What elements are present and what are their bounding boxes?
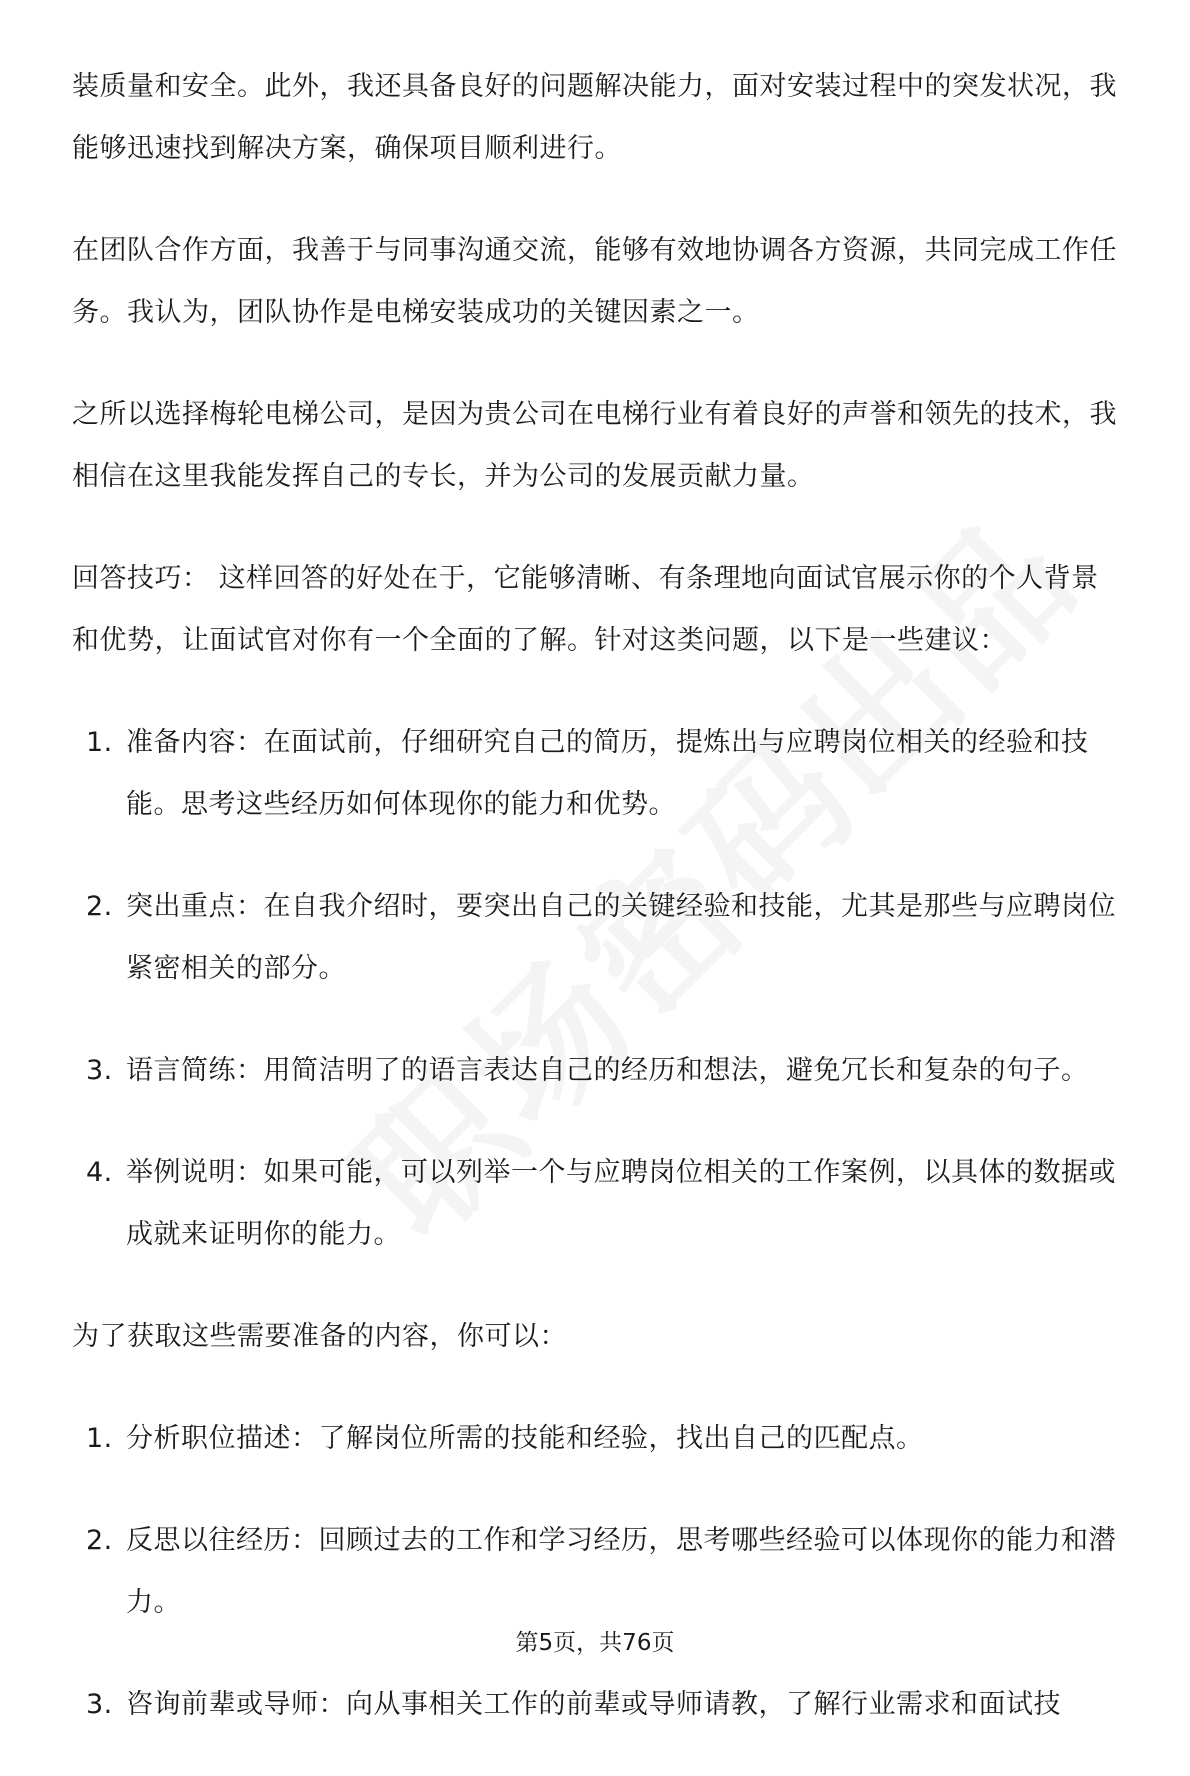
list-number: 2. (86, 1525, 113, 1556)
list-item (72, 1040, 1122, 1102)
page-content (72, 56, 1122, 1776)
list-number: 1. (86, 727, 113, 758)
paragraph-installation-quality: 装质量和安全。此外，我还具备良好的问题解决能力，面对安装过程中的突发状况，我能够迅速找到解决方案，确保项目顺利进行。 (72, 71, 1117, 164)
list-item-text: 准备内容：在面试前，仔细研究自己的简历，提炼出与应聘岗位相关的经验和技能。思考这些经历如何体现你的能力和优势。 (126, 727, 1089, 820)
paragraph-prep-intro: 为了获取这些需要准备的内容，你可以： (72, 1321, 567, 1352)
list-number: 3. (86, 1055, 113, 1086)
paragraph-answer-tips: 回答技巧： 这样回答的好处在于，它能够清晰、有条理地向面试官展示你的个人背景和优势，让面试官对你有一个全面的了解。针对这类问题，以下是一些建议： (72, 563, 1099, 656)
list-item-text: 咨询前辈或导师：向从事相关工作的前辈或导师请教，了解行业需求和面试技 (126, 1689, 1061, 1720)
paragraph-teamwork: 在团队合作方面，我善于与同事沟通交流，能够有效地协调各方资源，共同完成工作任务。我认为，团队协作是电梯安装成功的关键因素之一。 (72, 235, 1117, 328)
page-footer: 第5页，共76页 (515, 1630, 675, 1656)
list-item-text: 突出重点：在自我介绍时，要突出自己的关键经验和技能，尤其是那些与应聘岗位紧密相关的部分。 (126, 891, 1116, 984)
list-item-text: 语言简练：用简洁明了的语言表达自己的经历和想法，避免冗长和复杂的句子。 (126, 1055, 1089, 1086)
list-item-text: 反思以往经历：回顾过去的工作和学习经历，思考哪些经验可以体现你的能力和潜力。 (126, 1525, 1116, 1618)
list-item (72, 1510, 1122, 1634)
list-number: 1. (86, 1423, 113, 1454)
list-item-text: 举例说明：如果可能，可以列举一个与应聘岗位相关的工作案例，以具体的数据或成就来证明你的能力。 (126, 1157, 1116, 1250)
list-number: 4. (86, 1157, 113, 1188)
list-number: 3. (86, 1689, 113, 1720)
list-number: 2. (86, 891, 113, 922)
list-item-text: 分析职位描述：了解岗位所需的技能和经验，找出自己的匹配点。 (126, 1423, 924, 1454)
prep-list (72, 1408, 1122, 1736)
list-item (72, 1142, 1122, 1266)
list-item (72, 876, 1122, 1000)
list-item (72, 1408, 1122, 1470)
list-item (72, 1674, 1122, 1736)
paragraph-company-choice: 之所以选择梅轮电梯公司，是因为贵公司在电梯行业有着良好的声誉和领先的技术，我相信在这里我能发挥自己的专长，并为公司的发展贡献力量。 (72, 399, 1117, 492)
list-item (72, 712, 1122, 836)
tips-list (72, 712, 1122, 1266)
